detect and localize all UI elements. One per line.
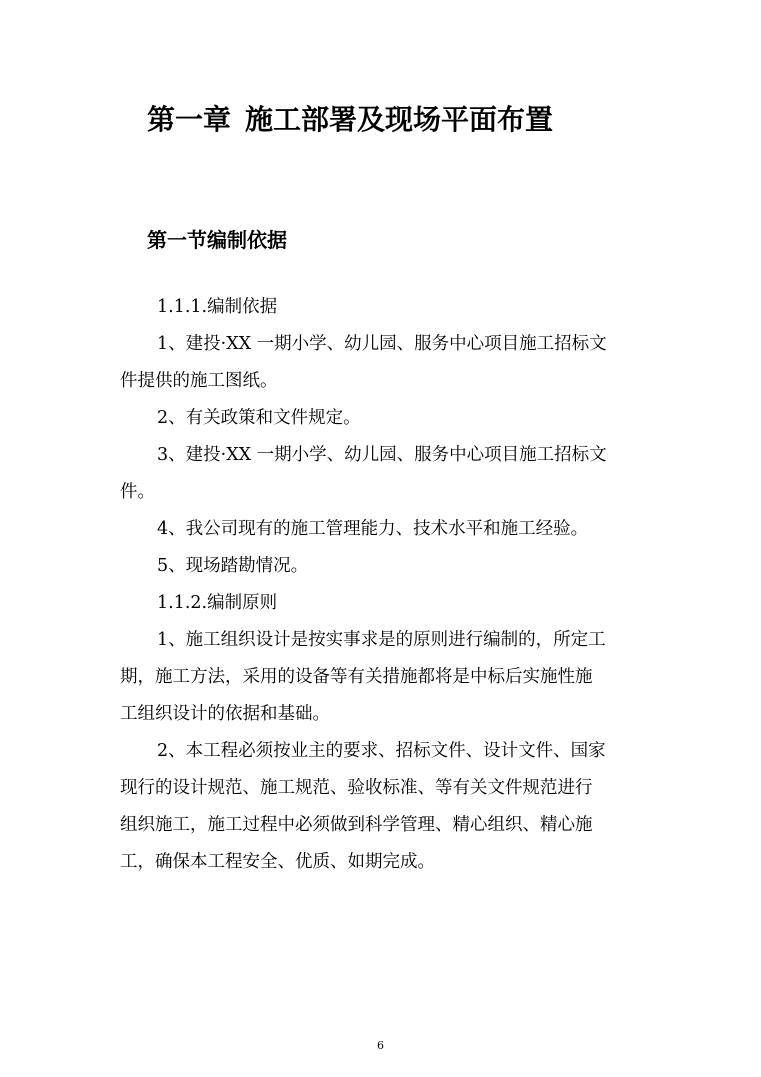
text-line: 工，确保本工程安全、优质、如期完成。: [120, 852, 435, 872]
chapter-name: 施工部署及现场平面布置: [245, 103, 554, 136]
text-line: 1、施工组织设计是按实事求是的原则进行编制的，所定工: [157, 630, 606, 650]
text-line: 2、本工程必须按业主的要求、招标文件、设计文件、国家: [157, 741, 606, 761]
text-line: 1、建投·XX 一期小学、幼儿园、服务中心项目施工招标文: [157, 334, 607, 354]
page-number: 6: [377, 1039, 384, 1052]
text-line: 4、我公司现有的施工管理能力、技术水平和施工经验。: [157, 519, 589, 539]
text-line: 组织施工，施工过程中必须做到科学管理、精心组织、精心施: [120, 815, 593, 835]
body-text: [120, 289, 640, 881]
chapter-number: 第一章: [147, 103, 232, 136]
text-line: 件提供的施工图纸。: [120, 371, 278, 391]
text-line: 3、建投·XX 一期小学、幼儿园、服务中心项目施工招标文: [157, 445, 607, 465]
text-line: 现行的设计规范、施工规范、验收标准、等有关文件规范进行: [120, 778, 593, 798]
text-line: 2、有关政策和文件规定。: [157, 408, 361, 428]
section-title: 第一节编制依据: [147, 228, 287, 252]
chapter-title: [147, 98, 553, 142]
text-line: 1.1.1.编制依据: [157, 297, 278, 317]
text-line: 5、现场踏勘情况。: [157, 556, 309, 576]
text-line: 1.1.2.编制原则: [157, 593, 278, 613]
text-line: 期，施工方法，采用的设备等有关措施都将是中标后实施性施: [120, 667, 593, 687]
text-line: 件。: [120, 482, 155, 502]
text-line: 工组织设计的依据和基础。: [120, 704, 330, 724]
